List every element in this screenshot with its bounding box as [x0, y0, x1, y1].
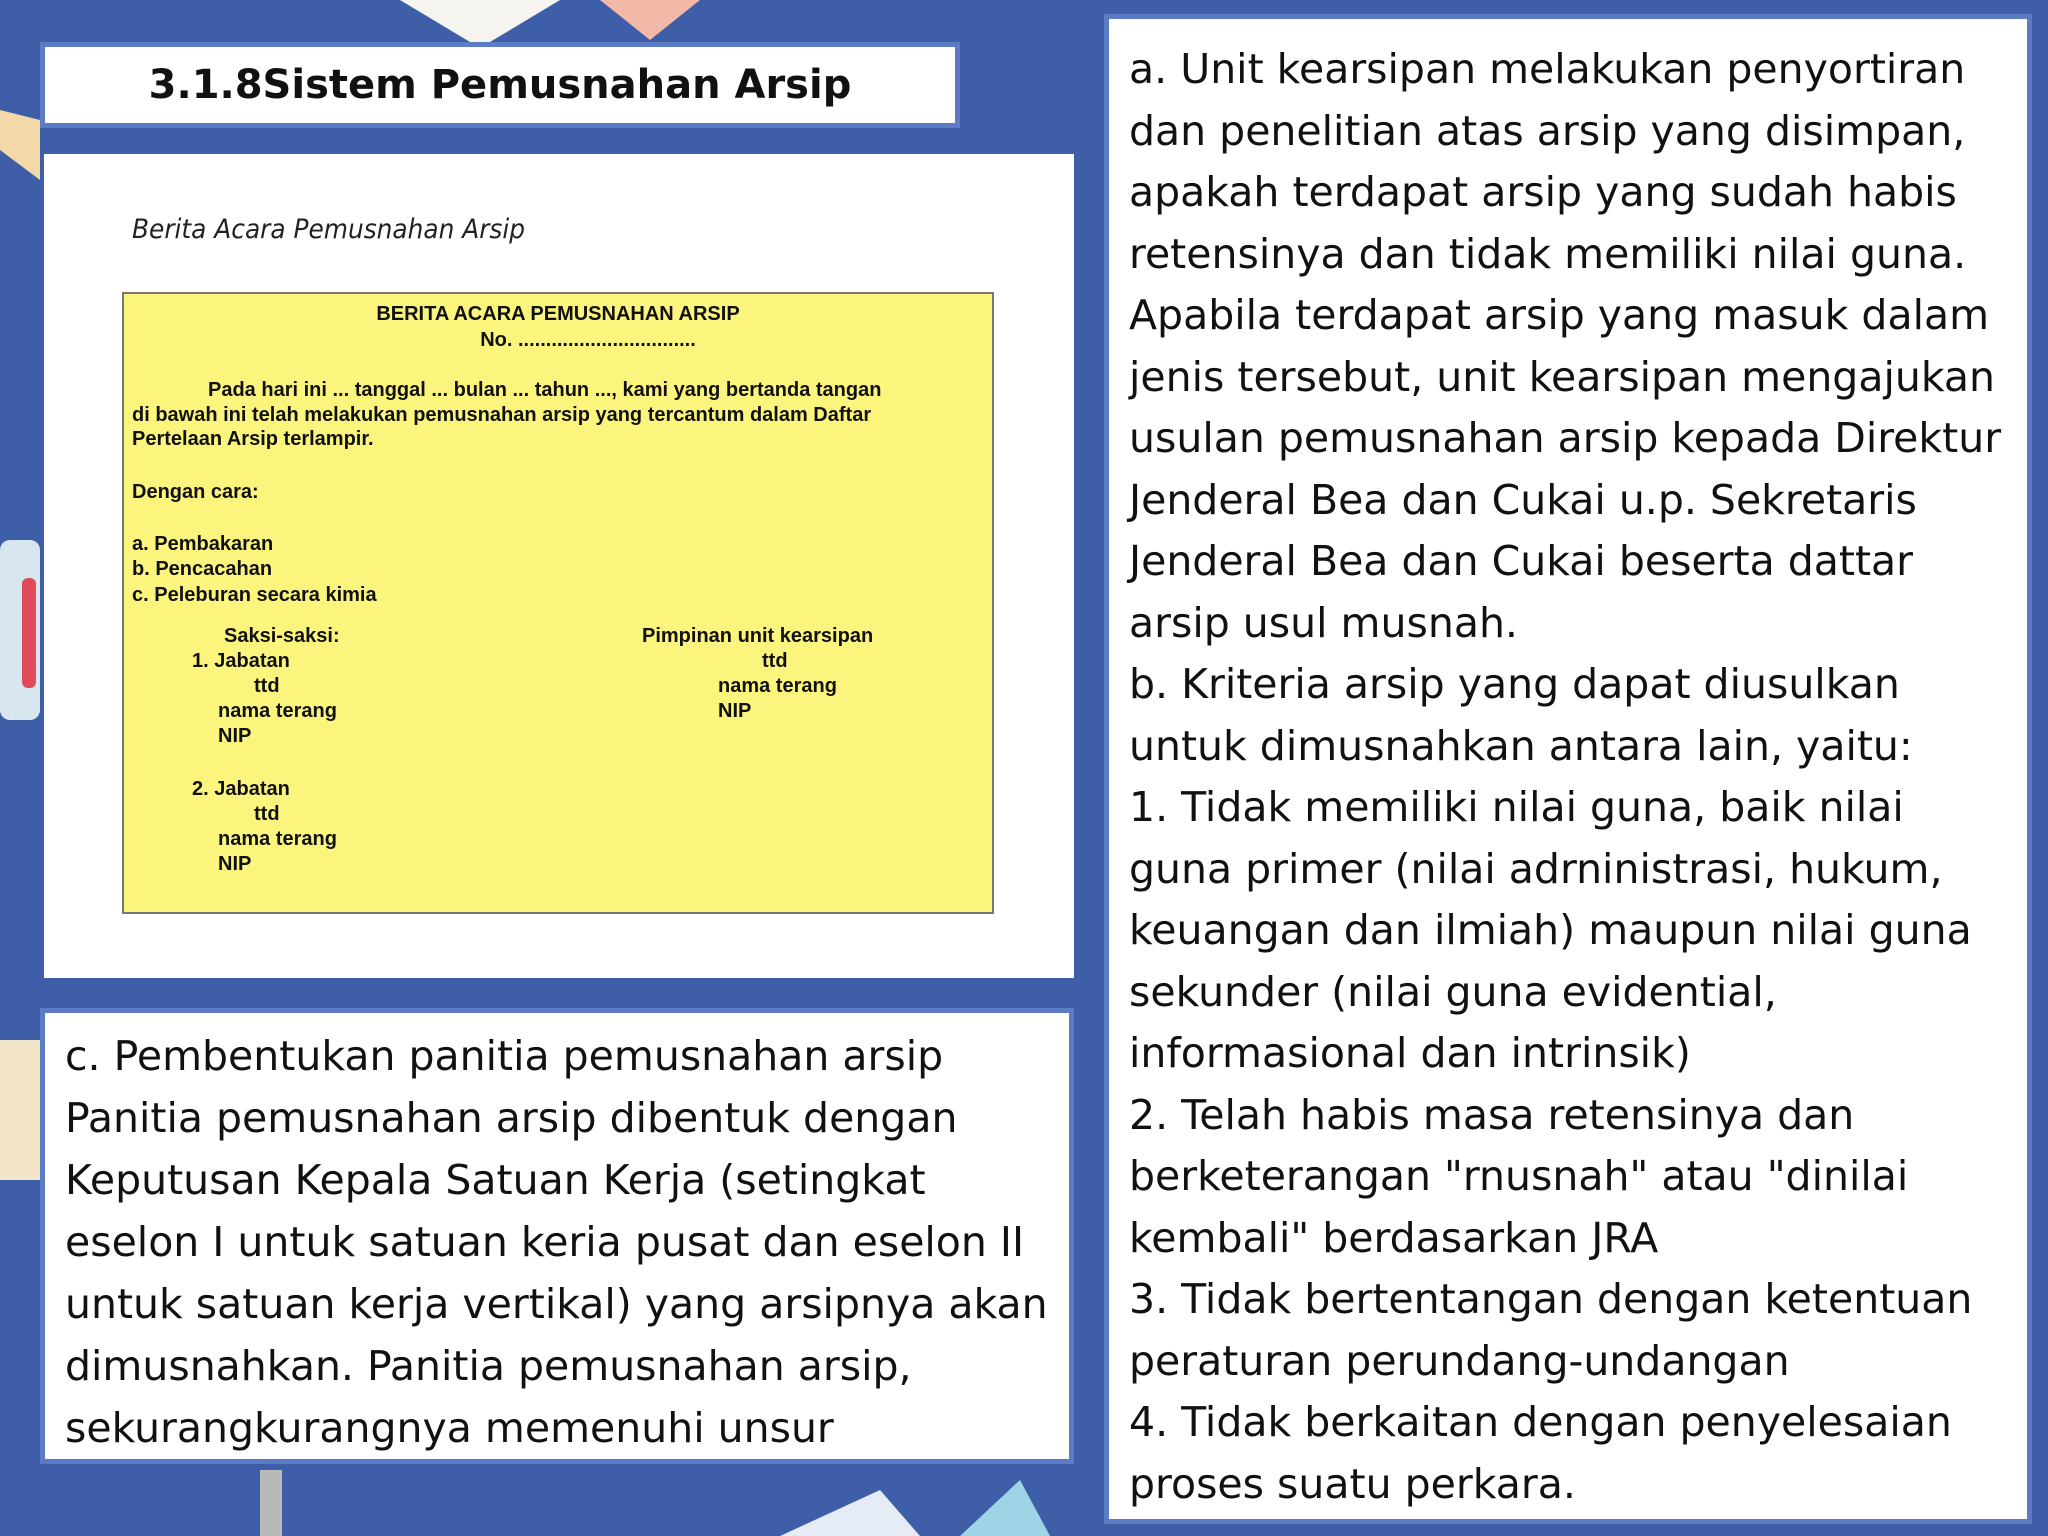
form-witnesses-label: Saksi-saksi: — [224, 625, 340, 647]
document-caption: Berita Acara Pemusnahan Arsip — [132, 214, 526, 245]
criteria-item: 1. Tidak memiliki nilai guna, baik nilai guna primer (nilai adrninistrasi, hukum, keuangan dan ilmiah) maupun nilai guna sekunder (nilai guna evidential, informasional dan intrinsik) — [1129, 783, 1972, 1077]
witness2-position: 2. Jabatan — [192, 778, 290, 800]
title-box — [40, 42, 960, 128]
form-method-item: c. Peleburan secara kimia — [132, 584, 377, 606]
section-c-text — [65, 1025, 1057, 1459]
deco-bottom-shape — [780, 1490, 920, 1536]
berita-acara-form — [122, 292, 994, 914]
criteria-item: 2. Telah habis masa retensinya dan berketerangan "rnusnah" atau "dinilai kembali" berdasarkan JRA — [1129, 1090, 1909, 1262]
page-title: 3.1.8Sistem Pemusnahan Arsip — [148, 62, 852, 108]
point-a: a. Unit kearsipan melakukan penyortiran dan penelitian atas arsip yang disimpan, apakah terdapat arsip yang sudah habis retensinya dan tidak memiliki nilai guna. Apabila terdapat arsip yang masuk dalam jenis tersebut, unit kearsipan mengajukan usulan pemusnahan arsip kepada Direktur Jenderal Bea dan Cukai u.p. Sekretaris Jenderal Bea dan Cukai beserta dattar arsip usul musnah. — [1129, 45, 2002, 647]
section-c-body: Panitia pemusnahan arsip dibentuk dengan Keputusan Kepala Satuan Kerja (setingkat eselon I untuk satuan keria pusat dan eselon II untuk satuan kerja vertikal) yang arsipnya akan dimusnahkan. Panitia pemusnahan arsip, sekurangkurangnya memenuhi unsur — [65, 1094, 1048, 1452]
criteria-item: 3. Tidak bertentangan dengan ketentuan peraturan perundang-undangan — [1129, 1275, 1973, 1385]
deco-bottom-pencil — [960, 1480, 1050, 1536]
witness1-name: nama terang — [218, 700, 337, 722]
deco-pencil-top — [600, 0, 700, 40]
form-intro-line2: di bawah ini telah melakukan pemusnahan arsip yang tercantum dalam Daftar — [132, 404, 872, 426]
right-text-panel — [1104, 14, 2032, 1524]
form-heading: BERITA ACARA PEMUSNAHAN ARSIP — [376, 303, 740, 325]
form-intro-line1: Pada hari ini ... tanggal ... bulan ... tahun ..., kami yang bertanda tangan — [208, 379, 882, 401]
right-text — [1129, 39, 2017, 1515]
witness1-nip: NIP — [218, 725, 252, 747]
criteria-item: 4. Tidak berkaitan dengan penyelesaian proses suatu perkara. — [1129, 1398, 1952, 1508]
witness2-nip: NIP — [218, 853, 252, 875]
form-method-label: Dengan cara: — [132, 481, 259, 503]
witness2-name: nama terang — [218, 828, 337, 850]
deco-bottom-stick — [260, 1470, 282, 1536]
witness2-sign: ttd — [254, 803, 280, 825]
head-label: Pimpinan unit kearsipan — [642, 625, 874, 647]
witness1-sign: ttd — [254, 675, 280, 697]
document-image-panel — [44, 154, 1074, 978]
head-name: nama terang — [718, 675, 837, 697]
deco-corner-left — [0, 110, 40, 180]
section-c-box — [40, 1008, 1074, 1464]
point-b: b. Kriteria arsip yang dapat diusulkan untuk dimusnahkan antara lain, yaitu: — [1129, 660, 1913, 770]
deco-red-strip — [22, 578, 36, 688]
section-c-heading: c. Pembentukan panitia pemusnahan arsip — [65, 1032, 944, 1080]
witness1-position: 1. Jabatan — [192, 650, 290, 672]
deco-triangle-top — [400, 0, 560, 48]
form-number: No. ................................ — [480, 329, 696, 351]
head-nip: NIP — [718, 700, 752, 722]
form-method-item: b. Pencacahan — [132, 558, 273, 580]
form-method-item: a. Pembakaran — [132, 533, 274, 555]
deco-ruler-left — [0, 1040, 40, 1180]
form-intro-line3: Pertelaan Arsip terlampir. — [132, 428, 374, 450]
head-sign: ttd — [762, 650, 788, 672]
